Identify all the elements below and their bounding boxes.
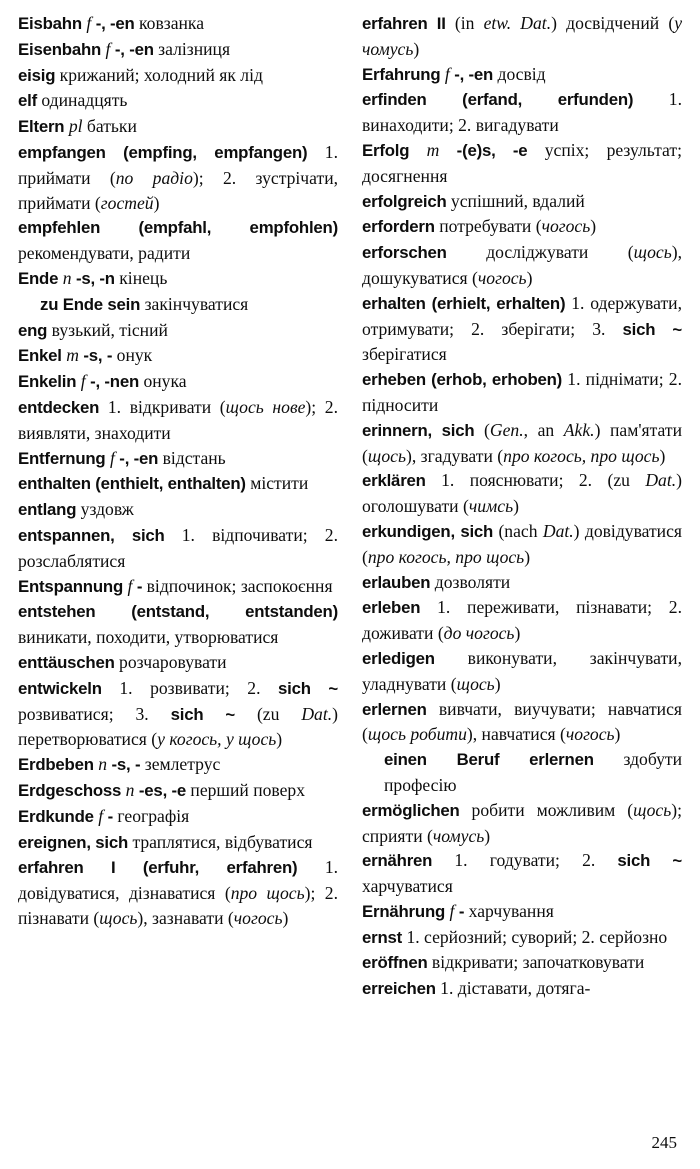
headword: entwickeln: [18, 678, 102, 698]
translation-text: ), дошукуватися (: [362, 242, 682, 288]
headword: erreichen: [362, 979, 436, 999]
dictionary-entry: [18, 676, 338, 752]
dictionary-entry: [362, 240, 682, 291]
headword: -s, -: [78, 346, 113, 366]
headword: empfehlen (empfahl, empfohlen): [18, 218, 338, 238]
translation-text: ), згадувати (: [405, 445, 504, 466]
headword: ermöglichen: [362, 800, 460, 820]
headword: -: [103, 806, 114, 826]
grammar-note: по радіо: [115, 167, 193, 188]
headword: erheben (erhob, erhoben): [362, 370, 563, 390]
translation-text: ): [276, 729, 283, 750]
headword: Ernährung: [362, 901, 450, 921]
headword: erinnern, sich: [362, 420, 475, 440]
dictionary-entry: [362, 925, 682, 951]
translation-text: ): [590, 216, 597, 237]
dictionary-entry: [18, 343, 338, 369]
headword: Eisenbahn: [18, 39, 106, 59]
dictionary-entry: [18, 497, 338, 523]
headword: -(e)s, -e: [439, 140, 528, 160]
grammar-note: щось: [99, 907, 138, 928]
dictionary-entry: [362, 950, 682, 976]
grammar-note: до чогось: [443, 623, 515, 644]
translation-text: траплятися, відбуватися: [128, 831, 313, 852]
translation-text: ): [659, 445, 666, 466]
translation-text: (nach: [493, 520, 543, 541]
grammar-note: etw. Dat.: [483, 13, 552, 33]
dictionary-entry: [362, 899, 682, 925]
headword: entdecken: [18, 397, 100, 417]
translation-text: онука: [139, 371, 187, 392]
headword: Erdbeben: [18, 755, 99, 775]
translation-text: кінець: [114, 267, 168, 288]
dictionary-entry: [18, 752, 338, 778]
headword: empfangen (empfing, empfangen): [18, 142, 308, 162]
translation-text: крижаний; холодний як лід: [55, 64, 263, 85]
grammar-note: f: [444, 63, 450, 84]
headword: erfahren II: [362, 14, 446, 33]
headword: -, -en: [91, 14, 135, 33]
grammar-note: чимсь: [468, 496, 514, 517]
grammar-note: f: [449, 900, 455, 921]
translation-text: батьки: [82, 116, 137, 137]
translation-text: ): [413, 38, 420, 59]
grammar-note: f: [105, 38, 111, 59]
headword: Erdkunde: [18, 806, 99, 826]
dictionary-entry: [362, 62, 682, 88]
headword: zu Ende sein: [40, 294, 141, 314]
translation-text: успіх; результат; досягнення: [362, 139, 682, 186]
translation-text: ) досвідчений (: [551, 13, 675, 33]
grammar-note: f: [80, 371, 86, 392]
grammar-note: чогось: [477, 267, 527, 288]
translation-text: 1. діставати, дотяга-: [435, 978, 591, 999]
translation-text: 1. переживати, пізнавати; 2. доживати (: [362, 597, 682, 644]
headword: entspannen, sich: [18, 525, 165, 545]
translation-text: харчуватися: [362, 876, 453, 897]
headword: eröffnen: [362, 953, 428, 973]
headword: erfolgreich: [362, 191, 447, 211]
headword: Entspannung: [18, 576, 128, 596]
dictionary-entry: [18, 574, 338, 600]
translation-text: ) довідуватися (: [362, 520, 683, 567]
dictionary-entry: [18, 292, 338, 318]
dictionary-entry: [18, 523, 338, 574]
dictionary-entry: [18, 599, 338, 650]
translation-text: рекомендувати, радити: [18, 243, 191, 264]
translation-text: успішний, вдалий: [446, 190, 585, 211]
right-column: [362, 11, 682, 1002]
dictionary-entry: [18, 266, 338, 292]
translation-text: 1. винаходити; 2. вигадувати: [362, 89, 682, 136]
grammar-note: про когось, про щось: [367, 546, 525, 567]
translation-text: перший поверх: [186, 779, 306, 800]
dictionary-entry: [362, 418, 682, 469]
translation-text: одинадцять: [36, 90, 128, 111]
grammar-note: чогось: [565, 724, 615, 745]
grammar-note: у когось, у щось: [157, 729, 277, 750]
translation-text: ): [153, 192, 160, 213]
translation-text: ); 2. виявляти, знаходити: [18, 396, 338, 443]
grammar-note: n: [125, 779, 135, 800]
dictionary-entry: [18, 471, 338, 497]
headword: -s, -: [107, 755, 141, 775]
translation-text: 1. приймати (: [18, 141, 338, 188]
translation-text: відстань: [158, 447, 226, 468]
grammar-note: f: [127, 575, 133, 596]
headword: enthalten (enthielt, enthalten): [18, 474, 246, 494]
translation-text: (zu: [235, 703, 302, 724]
dictionary-entry: [362, 11, 682, 62]
translation-text: розвиватися; 3.: [18, 703, 171, 724]
headword: einen Beruf erlernen: [384, 750, 594, 770]
translation-text: робити можливим (: [459, 799, 634, 820]
headword: erlauben: [362, 572, 431, 592]
grammar-note: Akk.: [563, 419, 595, 440]
grammar-note: Dat.: [645, 470, 677, 491]
headword: eisig: [18, 65, 56, 85]
headword: -: [132, 576, 143, 596]
dictionary-entry: [362, 848, 682, 899]
translation-text: досліджувати (: [446, 242, 634, 263]
headword: sich ~: [617, 851, 682, 871]
dictionary-entry: [18, 140, 338, 215]
grammar-note: про когось, про щось: [503, 445, 660, 466]
grammar-note: щось: [456, 673, 495, 694]
headword: erfinden (erfand, erfunden): [362, 90, 634, 110]
headword: -, -en: [449, 64, 494, 84]
translation-text: 1. відпочивати; 2. розслаблятися: [18, 524, 338, 571]
headword: erklären: [362, 471, 426, 491]
grammar-note: гостей: [100, 192, 154, 213]
translation-text: закінчуватися: [140, 293, 249, 314]
translation-text: ): [494, 673, 501, 694]
grammar-note: щось: [633, 799, 672, 820]
headword: entlang: [18, 500, 77, 520]
grammar-note: чогось: [233, 907, 283, 928]
translation-text: ): [524, 546, 531, 567]
headword: Erdgeschoss: [18, 780, 126, 800]
translation-text: (: [474, 419, 490, 440]
translation-text: зберігатися: [362, 344, 447, 365]
translation-text: ): [514, 623, 521, 644]
translation-text: дозволяти: [430, 571, 511, 592]
translation-text: вузький, тісний: [47, 319, 168, 340]
grammar-note: m: [66, 345, 79, 366]
headword: -, -en: [110, 39, 154, 59]
headword: erlernen: [362, 699, 427, 719]
dictionary-entry: [362, 646, 682, 697]
grammar-note: у чомусь: [362, 13, 683, 59]
grammar-note: Dat.: [301, 703, 333, 724]
grammar-note: pl: [68, 116, 83, 137]
grammar-note: m: [426, 139, 440, 160]
dictionary-entry: [362, 87, 682, 138]
grammar-note: щось: [633, 242, 672, 263]
translation-text: залізниця: [153, 38, 231, 59]
translation-text: землетрус: [140, 754, 221, 775]
translation-text: ); 2. пізнавати (: [18, 883, 338, 928]
dictionary-entry: [18, 88, 338, 114]
dictionary-entry: [18, 804, 338, 830]
headword: Enkel: [18, 346, 67, 366]
dictionary-entry: [18, 369, 338, 395]
dictionary-entry: [18, 114, 338, 140]
headword: entstehen (entstand, entstanden): [18, 602, 338, 622]
dictionary-entry: [18, 215, 338, 266]
dictionary-entry: [18, 63, 338, 89]
dictionary-entry: [362, 697, 682, 748]
grammar-note: Gen.: [489, 419, 524, 440]
headword: erhalten (erhielt, erhalten): [362, 293, 566, 313]
grammar-note: Dat.: [542, 520, 574, 541]
translation-text: 1. пояснювати; 2. (zu: [425, 470, 646, 491]
translation-text: досвід: [493, 63, 546, 84]
headword: Ende: [18, 268, 63, 288]
dictionary-entry: [362, 798, 682, 849]
headword: elf: [18, 91, 37, 111]
translation-text: відкривати; започатковувати: [427, 952, 645, 973]
grammar-note: чогось: [541, 216, 591, 237]
headword: Erfolg: [362, 140, 427, 160]
headword: -, -en: [114, 448, 159, 468]
dictionary-entry: [18, 778, 338, 804]
dictionary-entry: [362, 189, 682, 215]
translation-text: вивчати, виучувати; навчатися (: [362, 698, 682, 745]
translation-text: харчування: [464, 900, 554, 921]
headword: erfordern: [362, 217, 435, 237]
translation-text: розчаровувати: [114, 651, 227, 672]
translation-text: відпочинок; заспокоєння: [142, 575, 333, 596]
translation-text: ), зазнавати (: [137, 907, 234, 928]
translation-text: (in: [445, 13, 484, 33]
translation-text: ): [513, 496, 519, 517]
translation-text: здобути професію: [384, 749, 683, 795]
grammar-note: f: [98, 805, 104, 826]
dictionary-entry: [18, 446, 338, 472]
grammar-note: n: [62, 267, 72, 288]
translation-text: 1. одержувати, отримувати; 2. зберігати; 3.: [362, 292, 682, 339]
dictionary-entry: [362, 468, 682, 519]
headword: ernst: [362, 927, 403, 947]
headword: sich ~: [278, 678, 339, 698]
headword: -: [454, 901, 465, 921]
headword: ereignen, sich: [18, 832, 129, 852]
translation-text: 1. серйозний; суворий; 2. серйозно: [402, 926, 668, 947]
headword: Enkelin: [18, 372, 81, 392]
dictionary-entry: [362, 595, 682, 646]
headword: ernähren: [362, 851, 433, 871]
headword: -s, -n: [71, 268, 115, 288]
translation-text: онук: [112, 345, 153, 366]
translation-text: 1. годувати; 2.: [432, 850, 618, 871]
dictionary-entry: [362, 367, 682, 418]
translation-text: виникати, походити, утворюватися: [18, 627, 279, 648]
translation-text: ) пам'ятати (: [362, 419, 682, 466]
headword: Erfahrung: [362, 64, 445, 84]
translation-text: ), навчатися (: [466, 724, 566, 745]
translation-text: ); 2. зустрічати, приймати (: [18, 167, 339, 213]
dictionary-entry: [18, 37, 338, 63]
headword: Eltern: [18, 117, 69, 137]
grammar-note: f: [109, 447, 115, 468]
dictionary-entry: [18, 11, 338, 37]
left-column: [18, 11, 338, 931]
translation-text: , an: [523, 419, 564, 440]
grammar-note: щось: [367, 445, 406, 466]
dictionary-entry: [362, 976, 682, 1002]
headword: sich ~: [170, 704, 236, 724]
page-number: 245: [651, 1133, 677, 1152]
translation-text: потребувати (: [434, 216, 542, 237]
dictionary-entry: [362, 138, 682, 189]
headword: sich ~: [622, 319, 682, 339]
translation-text: географія: [113, 805, 190, 826]
dictionary-entry: [18, 318, 338, 344]
translation-text: 1. відкривати (: [99, 396, 226, 417]
translation-text: містити: [245, 473, 309, 494]
dictionary-entry: [18, 830, 338, 856]
grammar-note: n: [98, 754, 108, 775]
grammar-note: щось робити: [367, 724, 467, 745]
translation-text: уздовж: [76, 499, 134, 520]
translation-text: ) перетворюватися (: [18, 703, 338, 750]
dictionary-entry: [18, 395, 338, 446]
translation-text: 1. довідуватися, дізнаватися (: [18, 857, 339, 904]
translation-text: 1. розвивати; 2.: [101, 677, 279, 698]
translation-text: ); сприяти (: [362, 799, 682, 846]
dictionary-entry: [362, 519, 682, 570]
translation-text: ): [484, 825, 491, 846]
headword: erleben: [362, 598, 421, 618]
headword: erforschen: [362, 243, 447, 263]
headword: -es, -e: [134, 780, 187, 800]
headword: erledigen: [362, 648, 435, 668]
dictionary-entry: [362, 291, 682, 367]
translation-text: 1. піднімати; 2. підносити: [362, 369, 682, 415]
grammar-note: щось нове: [225, 396, 306, 417]
translation-text: виконувати, закінчувати, уладнувати (: [362, 647, 682, 694]
translation-text: ковзанка: [134, 13, 205, 33]
headword: Entfernung: [18, 448, 110, 468]
headword: eng: [18, 320, 48, 340]
grammar-note: про щось: [230, 883, 305, 904]
headword: enttäuschen: [18, 652, 115, 672]
translation-text: ): [526, 267, 533, 288]
headword: Eisbahn: [18, 14, 87, 33]
dictionary-entry: [18, 855, 338, 930]
dictionary-entry: [18, 650, 338, 676]
dictionary-entry: [362, 747, 682, 798]
grammar-note: f: [86, 13, 92, 33]
translation-text: ): [282, 907, 289, 928]
translation-text: ): [614, 724, 621, 745]
grammar-note: чомусь: [432, 825, 485, 846]
headword: erfahren I (erfuhr, erfahren): [18, 858, 298, 878]
headword: -, -nen: [85, 372, 140, 392]
headword: erkundigen, sich: [362, 521, 494, 541]
dictionary-entry: [362, 214, 682, 240]
dictionary-entry: [362, 570, 682, 596]
translation-text: ) оголошувати (: [362, 470, 682, 517]
